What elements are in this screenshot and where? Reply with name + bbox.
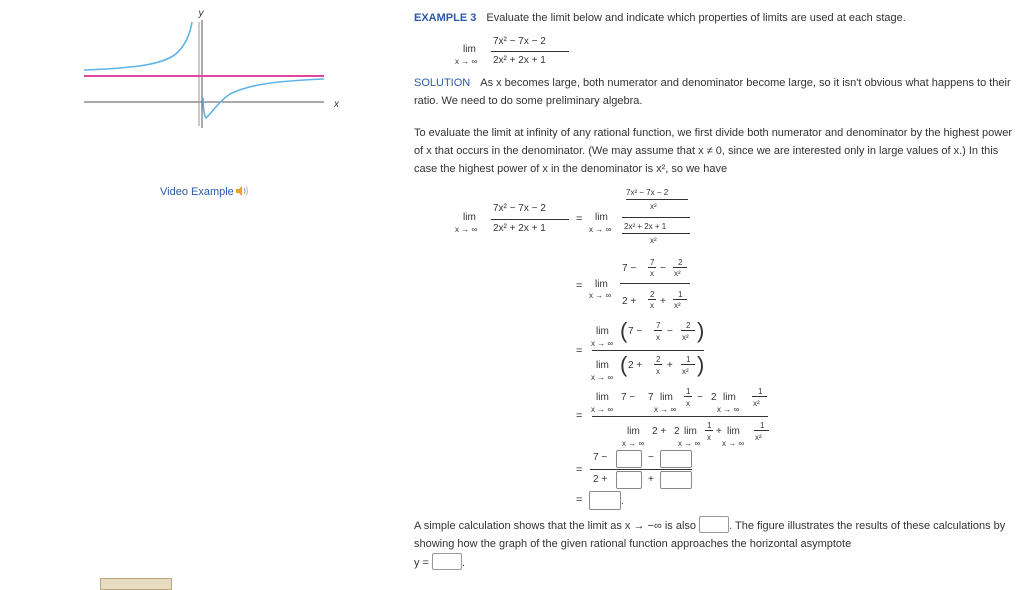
top-lim-sub: x → ∞ bbox=[455, 57, 478, 66]
conclusion-text-b: . The figure illustrates the results of these calculations by showing how the graph of the given rational function approaches the horizontal asymptote bbox=[414, 520, 1006, 550]
l5-main-bar bbox=[590, 469, 692, 470]
l4-num-7minus: 7 − bbox=[621, 392, 636, 403]
l4-den-lim3: lim bbox=[727, 426, 740, 437]
l3-num-f2-d: x² bbox=[682, 333, 689, 342]
l3-den-f2-n: 1 bbox=[686, 355, 691, 364]
answer-box-asymptote[interactable] bbox=[432, 553, 462, 570]
l4-num-minus: − bbox=[697, 392, 703, 403]
curve-left-branch bbox=[84, 22, 192, 70]
l1b-lim: lim bbox=[595, 212, 608, 223]
l2-den-plus: + bbox=[660, 296, 666, 307]
l3-den-f1-d: x bbox=[656, 367, 660, 376]
l6-dot: . bbox=[621, 496, 624, 507]
l2-lim-sub: x → ∞ bbox=[589, 291, 612, 300]
l3-den-f2-d: x² bbox=[682, 367, 689, 376]
l4-den-f1-bar bbox=[705, 430, 713, 431]
top-fraction-bar bbox=[491, 51, 569, 52]
l4-num-f2-n: 1 bbox=[758, 387, 763, 396]
l3-den-lim-sub: x → ∞ bbox=[591, 373, 614, 382]
l4-den-lim2-sub: x → ∞ bbox=[678, 439, 701, 448]
l3-num-lim: lim bbox=[596, 326, 609, 337]
video-example-link[interactable] bbox=[160, 185, 249, 198]
curve-right-branch bbox=[203, 79, 324, 118]
l1b-den-x2: x² bbox=[650, 236, 657, 245]
l3-den-f1-bar bbox=[654, 364, 662, 365]
solution-text: As x becomes large, both numerator and denominator become large, so it isn't obvious what happens to their ratio. We need to do some preliminary algebra. bbox=[414, 77, 1011, 107]
l4-num-coef7: 7 bbox=[648, 392, 654, 403]
l4-num-f1-bar bbox=[684, 396, 692, 397]
l3-den-plus: + bbox=[667, 360, 673, 371]
l4-num-f2-d: x² bbox=[753, 399, 760, 408]
asymptote-y-eq: y = bbox=[414, 557, 429, 569]
l2-num-f2-d: x² bbox=[674, 269, 681, 278]
video-example-label: Video Example bbox=[160, 186, 234, 198]
l4-den-coef2: 2 bbox=[674, 426, 680, 437]
l4-num-lim3-sub: x → ∞ bbox=[717, 405, 740, 414]
l3-num-lparen: ( bbox=[620, 318, 628, 343]
l3-num-f1-bar bbox=[654, 330, 662, 331]
l3-num-rparen: ) bbox=[697, 318, 705, 343]
eq-2: = bbox=[576, 280, 583, 292]
l4-den-lim3-sub: x → ∞ bbox=[722, 439, 745, 448]
l3-num-7minus: 7 − bbox=[628, 326, 643, 337]
l3-num-f1-n: 7 bbox=[656, 321, 661, 330]
method-paragraph: To evaluate the limit at infinity of any rational function, we first divide both numerator and denominator by the highest power of x that occurs in the denominator. (We may assume that x ≠ 0, since we are interested only in large values of x.) In this case the highest power of x in the denominator is x², so we have bbox=[414, 127, 1013, 175]
example-label: EXAMPLE 3 bbox=[414, 12, 477, 24]
l3-main-bar bbox=[592, 350, 704, 351]
l1-denominator: 2x² + 2x + 1 bbox=[493, 223, 546, 234]
example-header bbox=[414, 12, 906, 24]
l2-den-f1-n: 2 bbox=[650, 290, 655, 299]
l3-den-f2-bar bbox=[681, 364, 695, 365]
l2-num-f1-n: 7 bbox=[650, 258, 655, 267]
l5-den-2plus: 2 + bbox=[593, 474, 608, 485]
eq-3: = bbox=[576, 345, 583, 357]
l4-den-2plus: 2 + bbox=[652, 426, 667, 437]
l4-num-lim1: lim bbox=[596, 392, 609, 403]
l4-den-f2-d: x² bbox=[755, 433, 762, 442]
x-axis-label: x bbox=[334, 99, 339, 110]
l1-numerator: 7x² − 7x − 2 bbox=[493, 203, 546, 214]
answer-box-4[interactable] bbox=[660, 471, 692, 489]
l5-num-minus: − bbox=[648, 452, 654, 463]
speaker-icon bbox=[235, 185, 249, 197]
l2-num-minus: − bbox=[660, 263, 666, 274]
l4-den-f1-d: x bbox=[707, 433, 711, 442]
l2-den-2plus: 2 + bbox=[622, 296, 637, 307]
l4-den-f1-n: 1 bbox=[707, 421, 712, 430]
l4-num-f1-d: x bbox=[686, 399, 690, 408]
l3-den-lim: lim bbox=[596, 360, 609, 371]
top-numerator: 7x² − 7x − 2 bbox=[493, 36, 546, 47]
l4-den-lim2: lim bbox=[684, 426, 697, 437]
answer-box-1[interactable] bbox=[616, 450, 642, 468]
l3-den-f1-n: 2 bbox=[656, 355, 661, 364]
l4-den-f2-n: 1 bbox=[760, 421, 765, 430]
l1-fraction-bar bbox=[491, 219, 569, 220]
answer-box-2[interactable] bbox=[660, 450, 692, 468]
l3-den-rparen: ) bbox=[697, 352, 705, 377]
l1b-num-bar bbox=[626, 199, 688, 200]
eq-4: = bbox=[576, 410, 583, 422]
l1b-lim-sub: x → ∞ bbox=[589, 225, 612, 234]
conclusion-dot: . bbox=[462, 557, 466, 569]
l1b-num-x2: x² bbox=[650, 202, 657, 211]
l2-den-f2-d: x² bbox=[674, 301, 681, 310]
l3-den-lparen: ( bbox=[620, 352, 628, 377]
l3-num-minus: − bbox=[667, 326, 673, 337]
l4-den-lim1: lim bbox=[627, 426, 640, 437]
l3-num-f2-bar bbox=[681, 330, 695, 331]
bottom-button[interactable] bbox=[100, 578, 172, 590]
l2-num-f1-d: x bbox=[650, 269, 654, 278]
answer-box-neg-inf[interactable] bbox=[699, 516, 729, 533]
answer-box-limit[interactable] bbox=[589, 491, 621, 510]
eq-6: = bbox=[576, 494, 583, 506]
conclusion-text-a: A simple calculation shows that the limit as x → −∞ is also bbox=[414, 520, 697, 532]
l4-den-plus: + bbox=[716, 426, 722, 437]
l3-num-f2-n: 2 bbox=[686, 321, 691, 330]
l5-num-7minus: 7 − bbox=[593, 452, 608, 463]
l5-den-plus: + bbox=[648, 474, 654, 485]
l4-num-f2-bar bbox=[752, 396, 767, 397]
l4-den-f2-bar bbox=[754, 430, 769, 431]
l2-den-f1-d: x bbox=[650, 301, 654, 310]
answer-box-3[interactable] bbox=[616, 471, 642, 489]
eq-5: = bbox=[576, 464, 583, 476]
l1b-den-bar bbox=[622, 233, 690, 234]
l4-main-bar bbox=[592, 416, 768, 417]
l1b-num-top: 7x² − 7x − 2 bbox=[626, 188, 669, 197]
solution-paragraph bbox=[414, 74, 1014, 110]
top-denominator: 2x² + 2x + 1 bbox=[493, 55, 546, 66]
l4-num-lim2: lim bbox=[660, 392, 673, 403]
l1b-den-top: 2x² + 2x + 1 bbox=[624, 222, 667, 231]
example-instruction: Evaluate the limit below and indicate which properties of limits are used at each stage. bbox=[486, 12, 906, 24]
function-graph bbox=[78, 8, 348, 138]
top-lim: lim bbox=[463, 44, 476, 55]
l4-num-lim2-sub: x → ∞ bbox=[654, 405, 677, 414]
l4-num-lim3: lim bbox=[723, 392, 736, 403]
l2-main-bar bbox=[620, 283, 690, 284]
l4-num-lim1-sub: x → ∞ bbox=[591, 405, 614, 414]
l4-den-lim1-sub: x → ∞ bbox=[622, 439, 645, 448]
l1-lim: lim bbox=[463, 212, 476, 223]
l3-den-2plus: 2 + bbox=[628, 360, 643, 371]
l2-den-f2-n: 1 bbox=[678, 290, 683, 299]
l4-num-f1-n: 1 bbox=[686, 387, 691, 396]
l3-num-f1-d: x bbox=[656, 333, 660, 342]
l1-lim-sub: x → ∞ bbox=[455, 225, 478, 234]
solution-label: SOLUTION bbox=[414, 77, 471, 89]
l4-num-coef2: 2 bbox=[711, 392, 717, 403]
l2-num-f2-n: 2 bbox=[678, 258, 683, 267]
l2-num-7minus: 7 − bbox=[622, 263, 637, 274]
eq-1: = bbox=[576, 213, 583, 225]
l2-lim: lim bbox=[595, 279, 608, 290]
conclusion-paragraph bbox=[414, 516, 1014, 572]
y-axis-label: y bbox=[198, 8, 204, 19]
l1b-main-bar bbox=[622, 217, 690, 218]
l3-num-lim-sub: x → ∞ bbox=[591, 339, 614, 348]
